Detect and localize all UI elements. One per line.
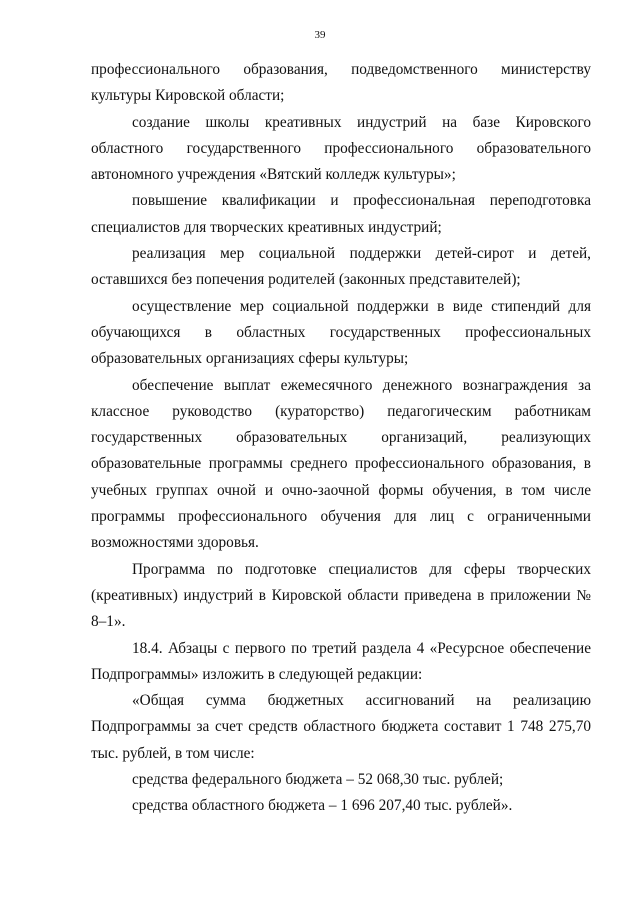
paragraph: Программа по подготовке специалистов для сферы творческих (креативных) индустрий в Кировской области приведена в приложении № 8–1». [91, 560, 591, 631]
paragraph: повышение квалификации и профессиональная переподготовка специалистов для творческих креативных индустрий; [91, 192, 591, 236]
paragraph: средства федерального бюджета – 52 068,30 тыс. рублей; [132, 771, 504, 789]
paragraph: 18.4. Абзацы с первого по третий раздела 4 «Ресурсное обеспечение Подпрограммы» изложить в следующей редакции: [91, 639, 591, 683]
paragraph: профессионального образования, подведомственного министерству культуры Кировской области; [91, 61, 591, 105]
paragraph: средства областного бюджета – 1 696 207,40 тыс. рублей». [132, 797, 513, 815]
document-body [91, 57, 591, 820]
paragraph: «Общая сумма бюджетных ассигнований на реализацию Подпрограммы за счет средств областного бюджета составит 1 748 275,70 тыс. рублей, в том числе: [91, 692, 591, 762]
paragraph: реализация мер социальной поддержки детей-сирот и детей, оставшихся без попечения родителей (законных представителей); [91, 245, 591, 289]
paragraph: осуществление мер социальной поддержки в виде стипендий для обучающихся в областных государственных профессиональных образовательных организациях сферы культуры; [91, 297, 591, 368]
paragraph: обеспечение выплат ежемесячного денежного вознаграждения за классное руководство (кураторство) педагогическим работникам государственных образовательных организаций, реализующих образовательные программы среднего профессионального образования, в учебных группах очной и очно-заочной формы обучения, в том числе программы профессионального обучения для лиц с ограниченными возможностями здоровья. [91, 376, 591, 552]
page-number: 39 [314, 29, 326, 41]
paragraph: создание школы креативных индустрий на базе Кировского областного государственного профессионального образовательного автономного учреждения «Вятский колледж культуры»; [91, 113, 591, 184]
